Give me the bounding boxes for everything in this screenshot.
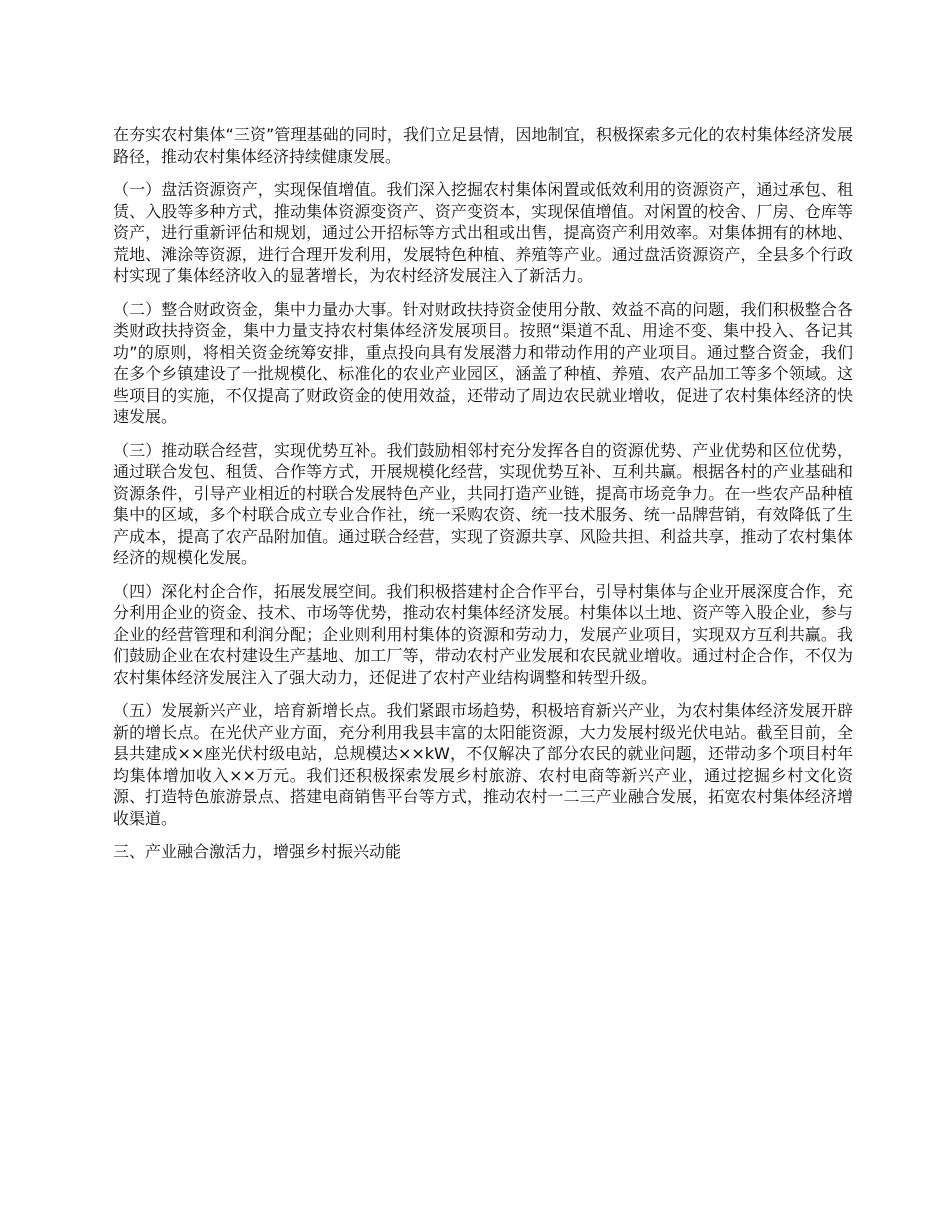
section-heading: 三、产业融合激活力，增强乡村振兴动能 [113,842,402,861]
intro-paragraph: 在夯实农村集体“三资”管理基础的同时，我们立足县情，因地制宜，积极探索多元化的农村集体经济发展路径，推动农村集体经济持续健康发展。 [113,125,853,166]
section-1-paragraph: （一）盘活资源资产，实现保值增值。我们深入挖掘农村集体闲置或低效利用的资源资产，通过承包、租赁、入股等多种方式，推动集体资源变资产、资产变资本，实现保值增值。对闲置的校舍、厂房、仓库等资产，进行重新评估和规划，通过公开招标等方式出租或出售，提高资产利用效率。对集体拥有的林地、荒地、滩涂等资源，进行合理开发利用，发展特色种植、养殖等产业。通过盘活资源资产，全县多个行政村实现了集体经济收入的显著增长，为农村经济发展注入了新活力。 [113,180,853,285]
section-2-paragraph: （二）整合财政资金，集中力量办大事。针对财政扶持资金使用分散、效益不高的问题，我们积极整合各类财政扶持资金，集中力量支持农村集体经济发展项目。按照“渠道不乱、用途不变、集中投入、各记其功”的原则，将相关资金统筹安排，重点投向具有发展潜力和带动作用的产业项目。通过整合资金，我们在多个乡镇建设了一批规模化、标准化的农业产业园区，涵盖了种植、养殖、农产品加工等多个领域。这些项目的实施，不仅提高了财政资金的使用效益，还带动了周边农民就业增收，促进了农村集体经济的快速发展。 [113,299,853,426]
section-3-paragraph: （三）推动联合经营，实现优势互补。我们鼓励相邻村充分发挥各自的资源优势、产业优势和区位优势，通过联合发包、租赁、合作等方式，开展规模化经营，实现优势互补、互利共赢。根据各村的产业基础和资源条件，引导产业相近的村联合发展特色产业，共同打造产业链，提高市场竞争力。在一些农产品种植集中的区域，多个村联合成立专业合作社，统一采购农资、统一技术服务、统一品牌营销，有效降低了生产成本，提高了农产品附加值。通过联合经营，实现了资源共享、风险共担、利益共享，推动了农村集体经济的规模化发展。 [113,440,853,567]
section-5-paragraph: （五）发展新兴产业，培育新增长点。我们紧跟市场趋势，积极培育新兴产业，为农村集体经济发展开辟新的增长点。在光伏产业方面，充分利用我县丰富的太阳能资源，大力发展村级光伏电站。截至目前，全县共建成××座光伏村级电站，总规模达××kW，不仅解决了部分农民的就业问题，还带动多个项目村年均集体增加收入××万元。我们还积极探索发展乡村旅游、农村电商等新兴产业，通过挖掘乡村文化资源、打造特色旅游景点、搭建电商销售平台等方式，推动农村一二三产业融合发展，拓宽农村集体经济增收渠道。 [113,701,853,828]
section-4-paragraph: （四）深化村企合作，拓展发展空间。我们积极搭建村企合作平台，引导村集体与企业开展深度合作，充分利用企业的资金、技术、市场等优势，推动农村集体经济发展。村集体以土地、资产等入股企业，参与企业的经营管理和利润分配；企业则利用村集体的资源和劳动力，发展产业项目，实现双方互利共赢。我们鼓励企业在农村建设生产基地、加工厂等，带动农村产业发展和农民就业增收。通过村企合作，不仅为农村集体经济发展注入了强大动力，还促进了农村产业结构调整和转型升级。 [113,581,853,687]
document-body [113,124,853,863]
